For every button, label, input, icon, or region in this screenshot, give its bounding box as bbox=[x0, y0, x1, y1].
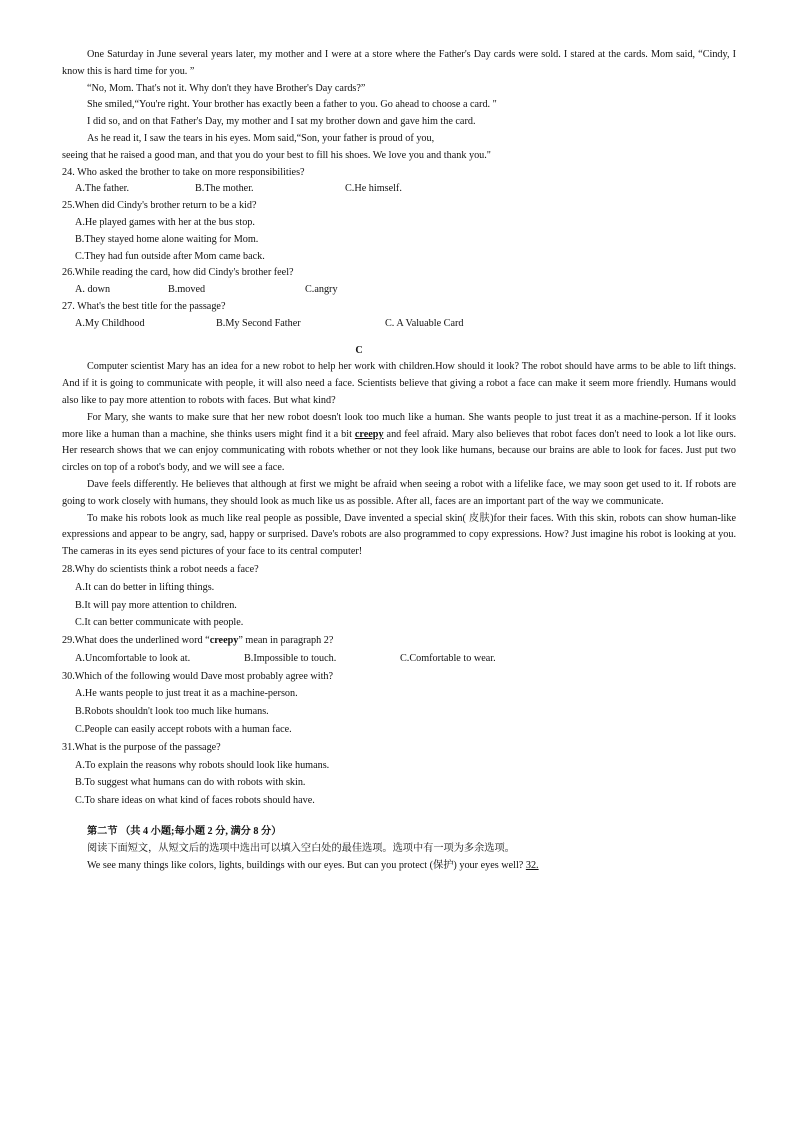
question-29-options bbox=[62, 651, 736, 668]
option-b[interactable]: B.Impossible to touch. bbox=[244, 652, 337, 664]
section-instructions: 阅读下面短文，从短文后的选项中选出可以填入空白处的最佳选项。选项中有一项为多余选项。 bbox=[87, 842, 515, 854]
option-c[interactable]: C.They had fun outside after Mom came back. bbox=[75, 250, 265, 262]
stem-text: ” mean in paragraph 2? bbox=[238, 635, 334, 647]
passage-b-paragraph: As he read it, I saw the tears in his eyes. Mom said,“Son, your father is proud of you, bbox=[87, 132, 435, 144]
option-b[interactable]: B.The mother. bbox=[195, 183, 254, 195]
option-b[interactable]: B.moved bbox=[168, 284, 206, 296]
passage-b-paragraph: seeing that he raised a good man, and that you do your best to fill his shoes. We love you and thank you." bbox=[62, 149, 491, 161]
passage-b-paragraph: One Saturday in June several years later, my mother and I were at a store where the Father's Day cards were sold. I stared at the cards. Mom said, “Cindy, I know this is hard time for you. ” bbox=[62, 49, 736, 77]
passage-b-paragraph: I did so, and on that Father's Day, my mother and I sat my brother down and gave him the card. bbox=[87, 116, 476, 128]
option-a[interactable]: A.He played games with her at the bus stop. bbox=[75, 216, 255, 228]
option-b[interactable]: B.They stayed home alone waiting for Mom. bbox=[75, 233, 259, 245]
option-b[interactable]: B.Robots shouldn't look too much like humans. bbox=[75, 706, 269, 718]
option-c[interactable]: C.It can better communicate with people. bbox=[75, 617, 244, 629]
option-a[interactable]: A.To explain the reasons why robots should look like humans. bbox=[75, 759, 330, 771]
option-a[interactable]: A.The father. bbox=[75, 183, 130, 195]
option-c[interactable]: C. A Valuable Card bbox=[385, 317, 464, 329]
question-27-options bbox=[62, 316, 736, 333]
question-31-stem: 31.What is the purpose of the passage? bbox=[62, 741, 221, 753]
option-a[interactable]: A.He wants people to just treat it as a machine-person. bbox=[75, 688, 298, 700]
option-c[interactable]: C.Comfortable to wear. bbox=[400, 652, 496, 664]
question-27-stem: 27. What's the best title for the passage? bbox=[62, 300, 226, 312]
exam-page bbox=[62, 47, 736, 874]
option-a[interactable]: A.It can do better in lifting things. bbox=[75, 581, 215, 593]
paragraph-text: and feel afraid. Mary also believes that robot faces don't need to look a lot like ours. Her research shows that we can enjoy communicating with robots whether or not they look like humans, because our brains are able to look for faces. Just put two circles on top of a robot's body, and we will see a face. bbox=[62, 428, 736, 474]
section-sentence: We see many things like colors, lights, buildings with our eyes. But can you protect (保护) your eyes well? bbox=[87, 859, 526, 871]
passage-b-paragraph: “No, Mom. That's not it. Why don't they have Brother's Day cards?” bbox=[87, 82, 366, 94]
question-25-stem: 25.When did Cindy's brother return to be a kid? bbox=[62, 200, 257, 212]
blank-32[interactable]: 32. bbox=[525, 859, 539, 871]
question-28-stem: 28.Why do scientists think a robot needs a face? bbox=[62, 563, 259, 575]
passage-c-heading: C bbox=[355, 344, 363, 356]
option-a[interactable]: A. down bbox=[75, 284, 111, 296]
option-c[interactable]: C.People can easily accept robots with a human face. bbox=[75, 724, 292, 736]
option-c[interactable]: C.angry bbox=[305, 284, 338, 296]
underlined-word: creepy bbox=[354, 428, 384, 440]
question-24-stem: 24. Who asked the brother to take on more responsibilities? bbox=[62, 166, 305, 178]
option-c[interactable]: C.He himself. bbox=[345, 183, 402, 195]
section-text bbox=[62, 858, 736, 875]
question-29-stem bbox=[62, 633, 736, 650]
option-b[interactable]: B.My Second Father bbox=[216, 317, 301, 329]
question-24-options bbox=[62, 181, 736, 198]
stem-keyword: creepy bbox=[209, 635, 239, 647]
passage-b-paragraph: She smiled,“You're right. Your brother has exactly been a father to you. Go ahead to choose a card. " bbox=[87, 99, 497, 111]
paragraph-text: For Mary, she wants to make sure that her new robot doesn't look too much like a human. She wants people to just treat it as a machine-person. If it looks more like a human than a machine, she thinks users might find it a bit bbox=[62, 411, 736, 440]
passage-c-paragraph: Computer scientist Mary has an idea for a new robot to help her work with children.How should it look? The robot should have arms to be able to lift things. And if it is going to communicate with people, it will also need a face. Scientists believe that giving a robot a face can make it seem more friendly. Humans would also like to pay more attention to robots with faces. But what kind? bbox=[62, 361, 736, 406]
passage-c-paragraph bbox=[62, 410, 736, 477]
option-a[interactable]: A.My Childhood bbox=[75, 317, 145, 329]
section-heading: 第二节 （共 4 小题;每小题 2 分, 满分 8 分） bbox=[87, 826, 282, 838]
question-30-stem: 30.Which of the following would Dave most probably agree with? bbox=[62, 670, 334, 682]
passage-c-paragraph: Dave feels differently. He believes that although at first we might be afraid when seeing a robot with a lifelike face, we may soon get used to it. If robots are going to work closely with humans, they should look as much like us as possible. After all, faces are an important part of the way we communicate. bbox=[62, 478, 736, 507]
option-b[interactable]: B.To suggest what humans can do with robots with skin. bbox=[75, 777, 306, 789]
option-a[interactable]: A.Uncomfortable to look at. bbox=[75, 652, 191, 664]
question-26-stem: 26.While reading the card, how did Cindy's brother feel? bbox=[62, 267, 294, 279]
question-26-options bbox=[62, 282, 736, 299]
option-c[interactable]: C.To share ideas on what kind of faces robots should have. bbox=[75, 795, 315, 807]
passage-c-paragraph: To make his robots look as much like real people as possible, Dave invented a special skin( 皮肤)for their faces. With this skin, robots can show human-like expressions and appear to be angry, sad, happy or surprised. Dave's robots are also programmed to copy expressions. How? Just imagine his robot is looking at you. The cameras in its eyes send pictures of your face to its central computer! bbox=[62, 512, 736, 558]
option-b[interactable]: B.It will pay more attention to children. bbox=[75, 599, 237, 611]
stem-text: 29.What does the underlined word “ bbox=[62, 635, 210, 647]
